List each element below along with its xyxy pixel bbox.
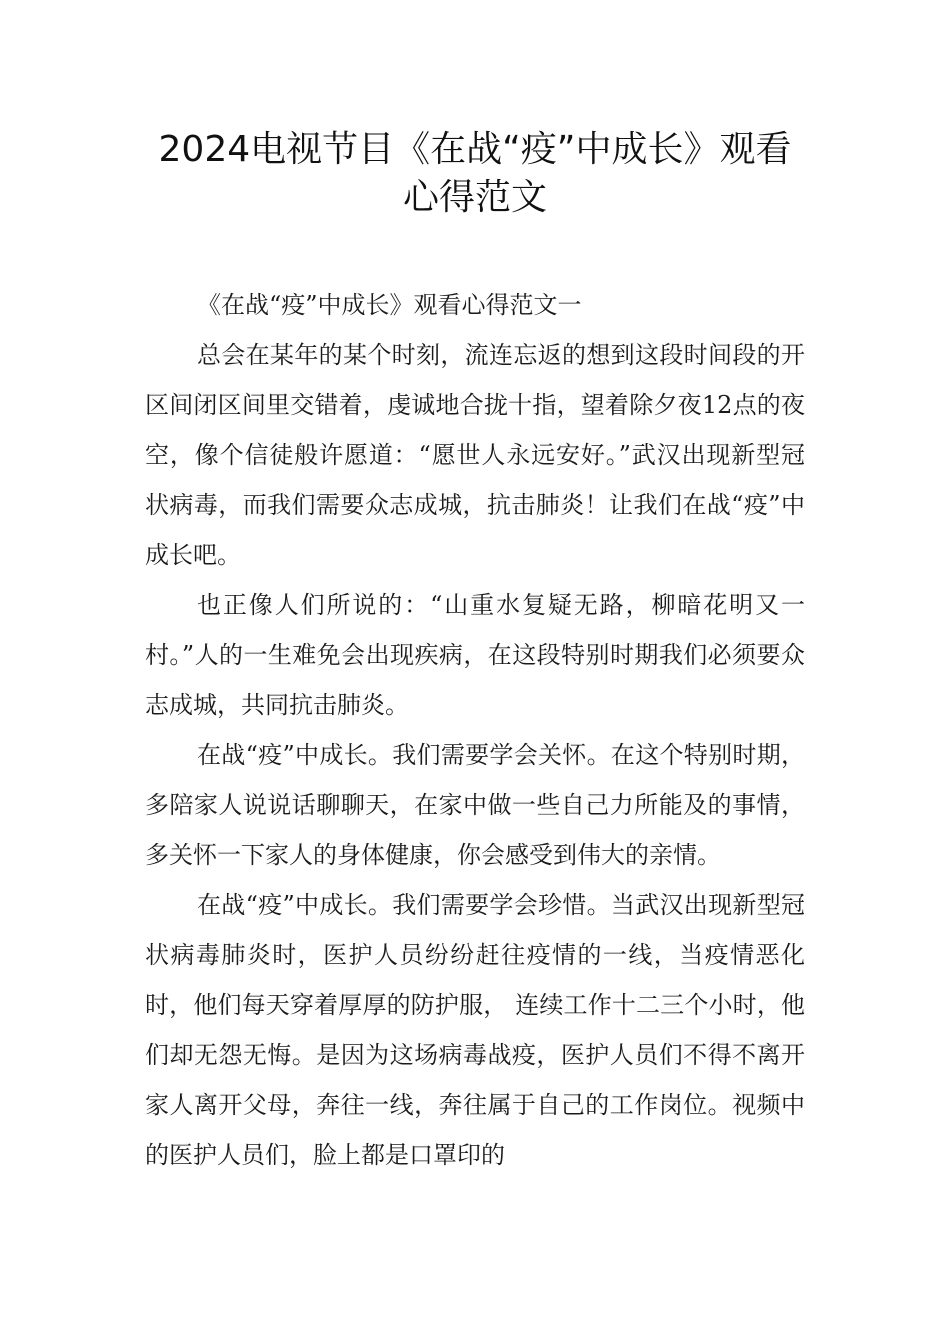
section-heading: 《在战“疫”中成长》观看心得范文一: [197, 291, 582, 319]
body-paragraph: 在战“疫”中成长。我们需要学会珍惜。当武汉出现新型冠状病毒肺炎时，医护人员纷纷赶往疫情的一线，当疫情恶化时，他们每天穿着厚厚的防护服， 连续工作十二三个小时，他们却无怨无悔。是因为这场病毒战疫，医护人员们不得不离开家人离开父母，奔往一线，奔往属于自己的工作岗位。视频中的医护人员们，脸上都是口罩印的: [145, 891, 805, 1169]
document-title: 2024电视节目《在战“疫”中成长》观看心得范文: [158, 129, 792, 218]
body-paragraph: 也正像人们所说的：“山重水复疑无路，柳暗花明又一村。”人的一生难免会出现疾病，在这段特别时期我们必须要众志成城，共同抗击肺炎。: [145, 591, 805, 719]
document-body: [145, 280, 805, 1180]
body-paragraph: 在战“疫”中成长。我们需要学会关怀。在这个特别时期，多陪家人说说话聊聊天，在家中做一些自己力所能及的事情，多关怀一下家人的身体健康，你会感受到伟大的亲情。: [145, 741, 805, 869]
body-paragraph: 总会在某年的某个时刻，流连忘返的想到这段时间段的开区间闭区间里交错着，虔诚地合拢十指，望着除夕夜12点的夜空，像个信徒般许愿道：“愿世人永远安好。”武汉出现新型冠状病毒，而我们需要众志成城，抗击肺炎！让我们在战“疫”中成长吧。: [145, 341, 805, 569]
